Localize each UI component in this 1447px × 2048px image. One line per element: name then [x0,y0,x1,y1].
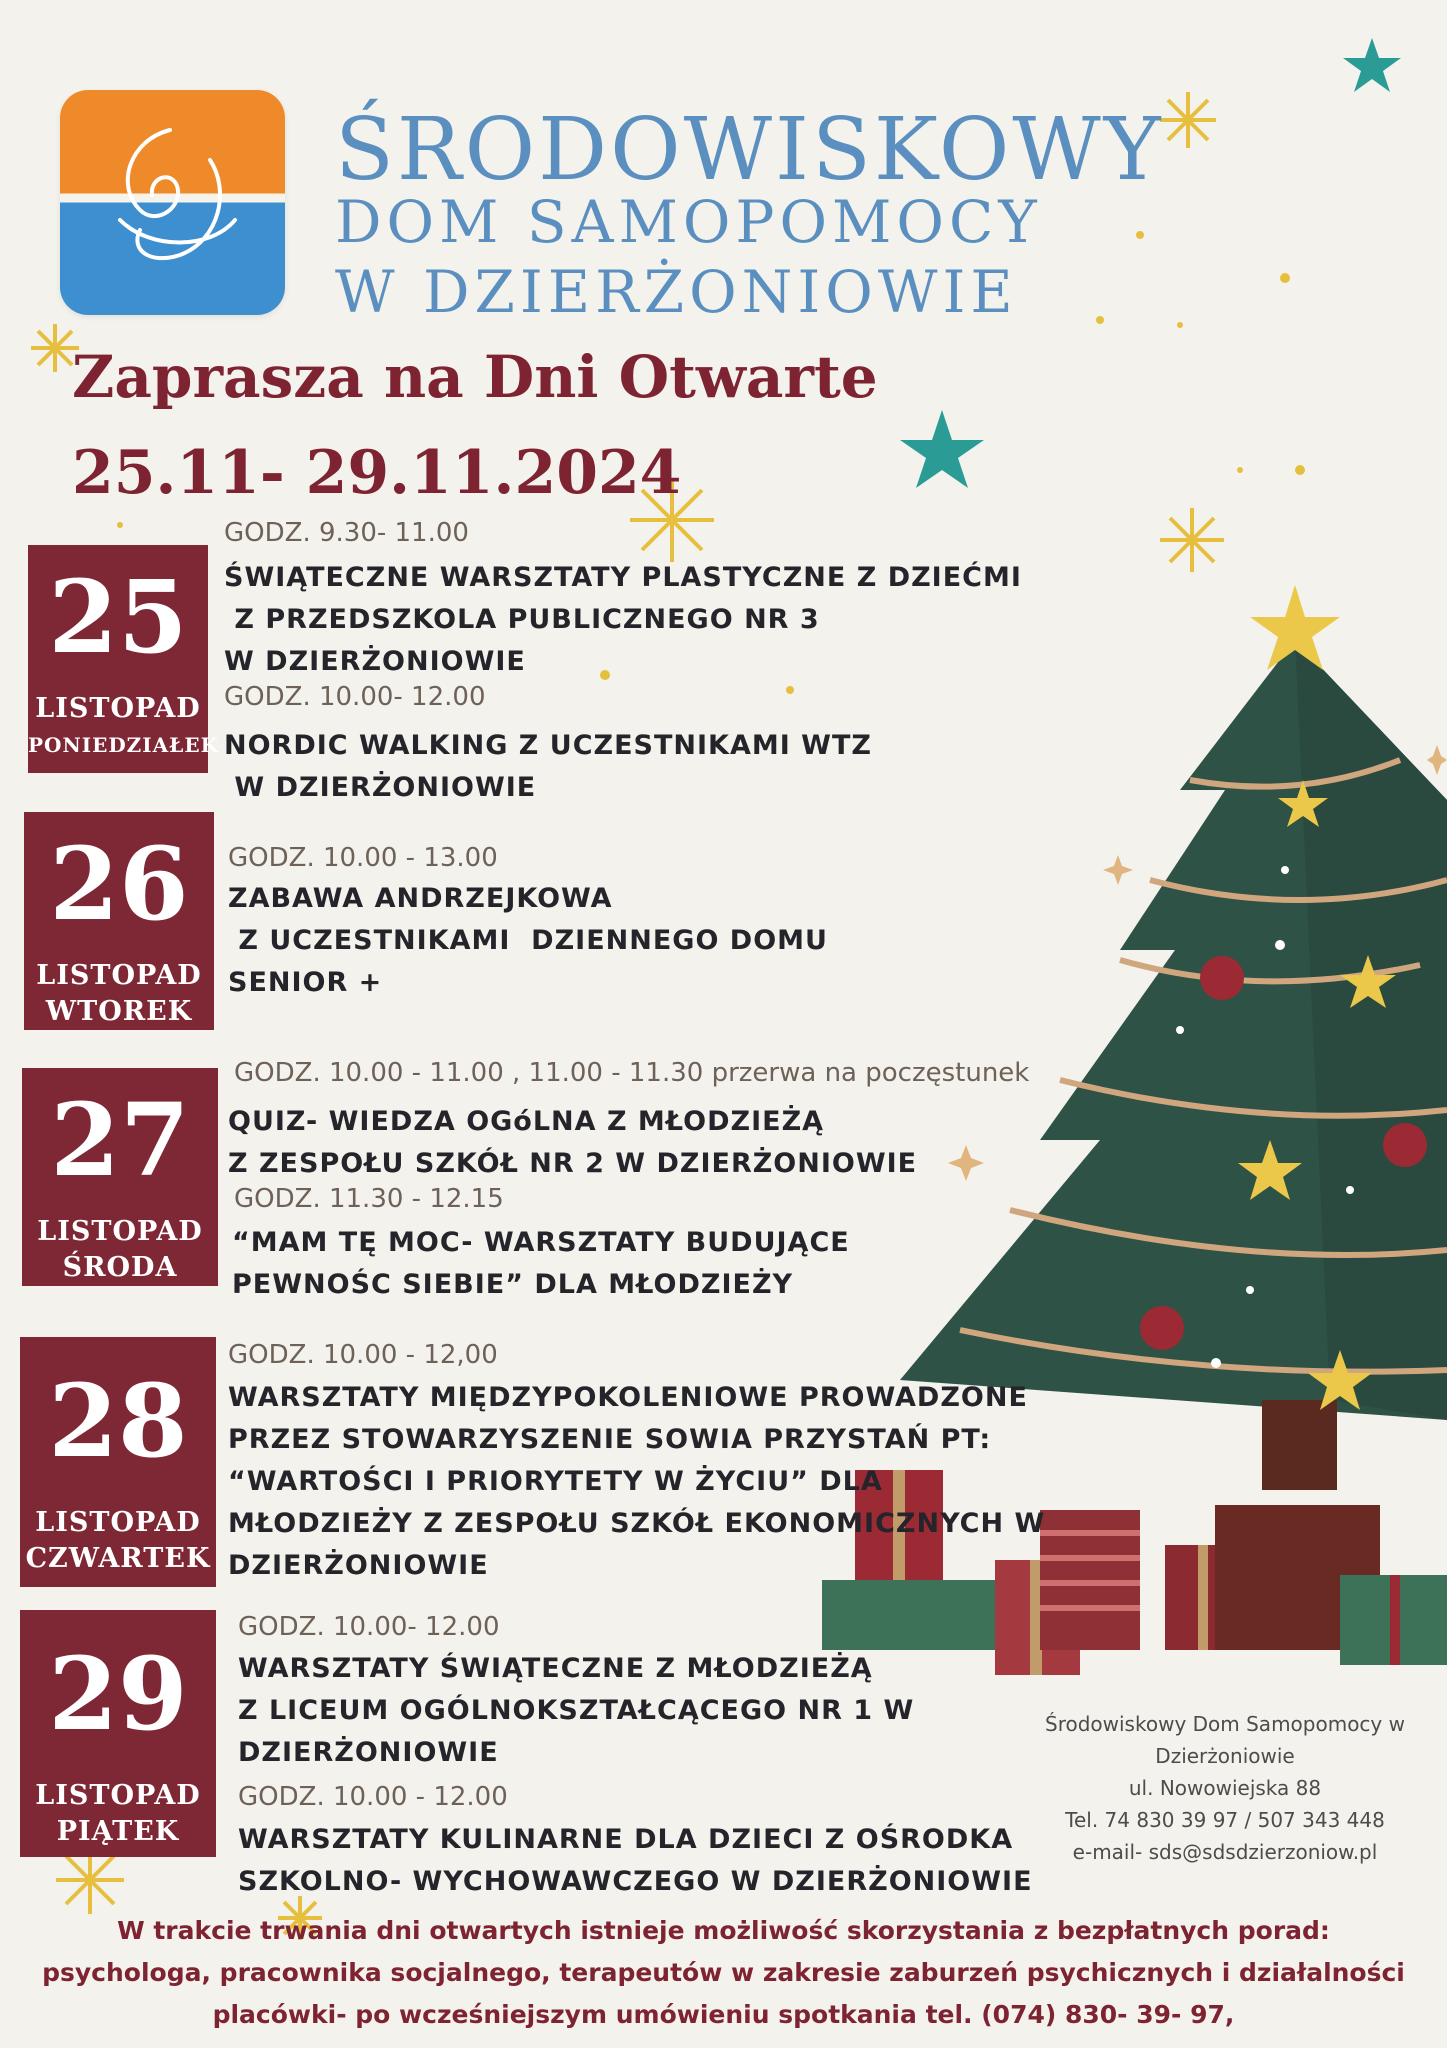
org-name-line-3: W DZIERŻONIOWIE [335,258,1018,326]
time-slot: GODZ. 9.30- 11.00 [224,518,469,548]
org-name-line-2: DOM SAMOPOMOCY [335,188,1042,256]
day-number: 27 [50,1081,190,1199]
day-badge-28 [20,1337,216,1587]
activity-line: DZIERŻONIOWIE [238,1737,499,1768]
activity-line: PEWNOŚC SIEBIE” DLA MŁODZIEŻY [232,1269,794,1300]
org-name-line-1: ŚRODOWISKOWY [335,100,1164,200]
activity-line: Z LICEUM OGÓLNOKSZTAŁCĄCEGO NR 1 W [238,1695,915,1726]
day-badge-26 [24,812,214,1030]
activity-line: W DZIERŻONIOWIE [224,772,537,803]
activity-line: “MAM TĘ MOC- WARSZTATY BUDUJĄCE [232,1227,850,1258]
activity-line: W DZIERŻONIOWIE [224,646,526,677]
day-number: 28 [48,1362,188,1480]
month-label: LISTOPAD [35,1780,201,1811]
activity-line: MŁODZIEŻY Z ZESPOŁU SZKÓŁ EKONOMICZNYCH W [228,1508,1046,1539]
activity-line: Z PRZEDSZKOLA PUBLICZNEGO NR 3 [224,604,820,635]
logo [60,90,285,315]
activity-line: Z UCZESTNIKAMI DZIENNEGO DOMU [228,925,828,956]
time-slot: GODZ. 10.00 - 13.00 [228,843,498,873]
day-number: 29 [48,1635,188,1753]
month-label: LISTOPAD [35,693,201,724]
headline: Zaprasza na Dni Otwarte [72,343,878,411]
day-badge-27 [22,1068,218,1286]
activity-line: SZKOLNO- WYCHOWAWCZEGO W DZIERŻONIOWIE [238,1866,1033,1897]
time-slot: GODZ. 10.00 - 11.00 , 11.00 - 11.30 przerwa na poczęstunek [234,1058,1030,1088]
activity-line: Z ZESPOŁU SZKÓŁ NR 2 W DZIERŻONIOWIE [228,1148,918,1179]
month-label: LISTOPAD [37,1216,203,1247]
logo-emblem-icon [60,90,285,315]
weekday-label: PIĄTEK [56,1816,180,1847]
time-slot: GODZ. 11.30 - 12.15 [234,1184,504,1214]
event-dates: 25.11- 29.11.2024 [72,438,682,508]
weekday-label: ŚRODA [62,1252,178,1283]
time-slot: GODZ. 10.00- 12.00 [224,682,486,712]
day-badge-29 [20,1610,216,1857]
weekday-label: PONIEDZIAŁEK [28,733,219,757]
footer-line: W trakcie trwania dni otwartych istnieje możliwość skorzystania z bezpłatnych porad: [117,1916,1330,1945]
footer-line: psychologa, pracownika socjalnego, terapeutów w zakresie zaburzeń psychicznych i działalności [42,1958,1405,1987]
activity-line: PRZEZ STOWARZYSZENIE SOWIA PRZYSTAŃ PT: [228,1424,992,1455]
month-label: LISTOPAD [35,1507,201,1538]
christmas-tree-icon [900,585,1447,1490]
contact-address: ul. Nowowiejska 88 [1128,1776,1322,1800]
teal-star-icon [900,410,984,488]
contact-email: e-mail- sds@sdsdzierzoniow.pl [1072,1840,1378,1864]
activity-line: WARSZTATY ŚWIĄTECZNE Z MŁODZIEŻĄ [238,1653,873,1684]
activity-line: ŚWIĄTECZNE WARSZTATY PLASTYCZNE Z DZIEĆMI [224,562,1022,593]
time-slot: GODZ. 10.00 - 12,00 [228,1340,498,1370]
contact-org: Środowiskowy Dom Samopomocy w [1045,1712,1405,1736]
activity-line: DZIERŻONIOWIE [228,1550,489,1581]
day-number: 25 [48,558,188,676]
time-slot: GODZ. 10.00- 12.00 [238,1612,500,1642]
day-badge-25 [28,545,219,773]
activity-line: “WARTOŚCI I PRIORYTETY W ŻYCIU” DLA [228,1466,883,1497]
weekday-label: WTOREK [45,996,193,1027]
activity-line: NORDIC WALKING Z UCZESTNIKAMI WTZ [224,730,872,761]
teal-star-icon [1343,38,1401,92]
gift-boxes-icon [822,1470,1447,1675]
day-number: 26 [49,825,189,943]
activity-line: ZABAWA ANDRZEJKOWA [228,883,613,914]
footer-note [0,1910,1447,2036]
activity-line: QUIZ- WIEDZA OGóLNA Z MŁODZIEŻĄ [228,1106,825,1137]
activity-line: SENIOR + [228,967,383,998]
month-label: LISTOPAD [36,960,202,991]
contact-info [1005,1708,1445,1868]
contact-phone: Tel. 74 830 39 97 / 507 343 448 [1065,1808,1385,1832]
footer-line: placówki- po wcześniejszym umówieniu spotkania tel. (074) 830- 39- 97, [212,2000,1235,2029]
activity-line: WARSZTATY KULINARNE DLA DZIECI Z OŚRODKA [238,1824,1014,1855]
weekday-label: CZWARTEK [25,1543,211,1574]
activity-line: WARSZTATY MIĘDZYPOKOLENIOWE PROWADZONE [228,1382,1028,1413]
contact-city: Dzierżoniowie [1155,1744,1295,1768]
time-slot: GODZ. 10.00 - 12.00 [238,1782,508,1812]
